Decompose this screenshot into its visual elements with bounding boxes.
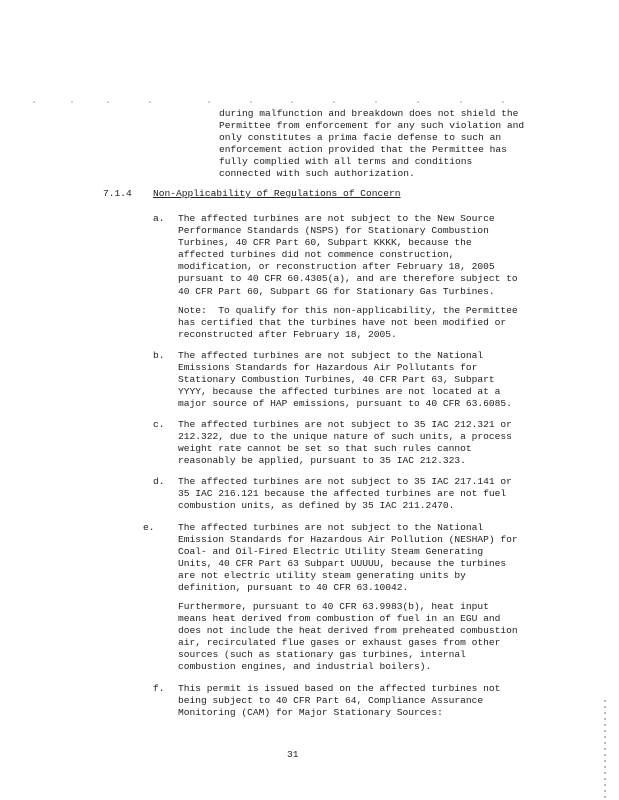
item-label-b: b.	[153, 350, 165, 361]
item-label-d: d.	[153, 476, 165, 487]
item-label-c: c.	[153, 419, 165, 430]
item-label-a: a.	[153, 213, 165, 224]
item-text-e: The affected turbines are not subject to the National Emission Standards for Hazardous Air Pollution (NESHAP) for Coal- and Oil-Fired Electric Utility Steam Generating Units, 40 CFR Part 63 Subpart UUUUU, because the turbines are not electric utility steam generating units by definition, pursuant to 40 CFR 63.10042.	[178, 522, 518, 594]
continued-paragraph: during malfunction and breakdown does not shield the Permittee from enforcement for any such violation and only constitutes a prima facie defense to such an enforcement action provided that the Permittee has fully complied with all terms and conditions connected with such authorization.	[219, 108, 525, 180]
item-text-f: This permit is issued based on the affected turbines not being subject to 40 CFR Part 64, Compliance Assurance Monitoring (CAM) for Major Stationary Sources:	[178, 683, 501, 719]
item-label-e: e.	[143, 522, 155, 533]
section-title: Non-Applicability of Regulations of Concern	[153, 188, 401, 199]
item-text-b: The affected turbines are not subject to the National Emissions Standards for Hazardous Air Pollutants for Stationary Combustion Turbines, 40 CFR Part 63, Subpart YYYY, because the affected turbines are not located at a major source of HAP emissions, pursuant to 40 CFR 63.6085.	[178, 350, 512, 410]
item-text-c: The affected turbines are not subject to 35 IAC 212.321 or 212.322, due to the unique nature of such units, a process weight rate cannot be set so that such rules cannot reasonably be applied, pursuant to 35 IAC 212.323.	[178, 419, 512, 467]
item-note-e: Furthermore, pursuant to 40 CFR 63.9983(b), heat input means heat derived from combustion of fuel in an EGU and does not include the heat derived from preheated combustion air, recirculated flue gases or exhaust gases from other sources (such as stationary gas turbines, internal combustion engines, and industrial boilers).	[178, 601, 518, 673]
item-label-f: f.	[153, 683, 165, 694]
scan-artifact-dots	[0, 0, 619, 120]
section-number: 7.1.4	[103, 188, 132, 199]
scan-edge-marks	[604, 700, 606, 800]
page-number: 31	[287, 749, 299, 760]
item-note-a: Note: To qualify for this non-applicability, the Permittee has certified that the turbines have not been modified or reconstructed after February 18, 2005.	[178, 305, 518, 341]
item-text-d: The affected turbines are not subject to 35 IAC 217.141 or 35 IAC 216.121 because the affected turbines are not fuel combustion units, as defined by 35 IAC 211.2470.	[178, 476, 512, 512]
item-text-a: The affected turbines are not subject to the New Source Performance Standards (NSPS) for Stationary Combustion Turbines, 40 CFR Part 60, Subpart KKKK, because the affected turbines did not commence construction, modification, or reconstruction after February 18, 2005 pursuant to 40 CFR 60.4305(a), and are therefore subject to 40 CFR Part 60, Subpart GG for Stationary Gas Turbines.	[178, 213, 518, 297]
